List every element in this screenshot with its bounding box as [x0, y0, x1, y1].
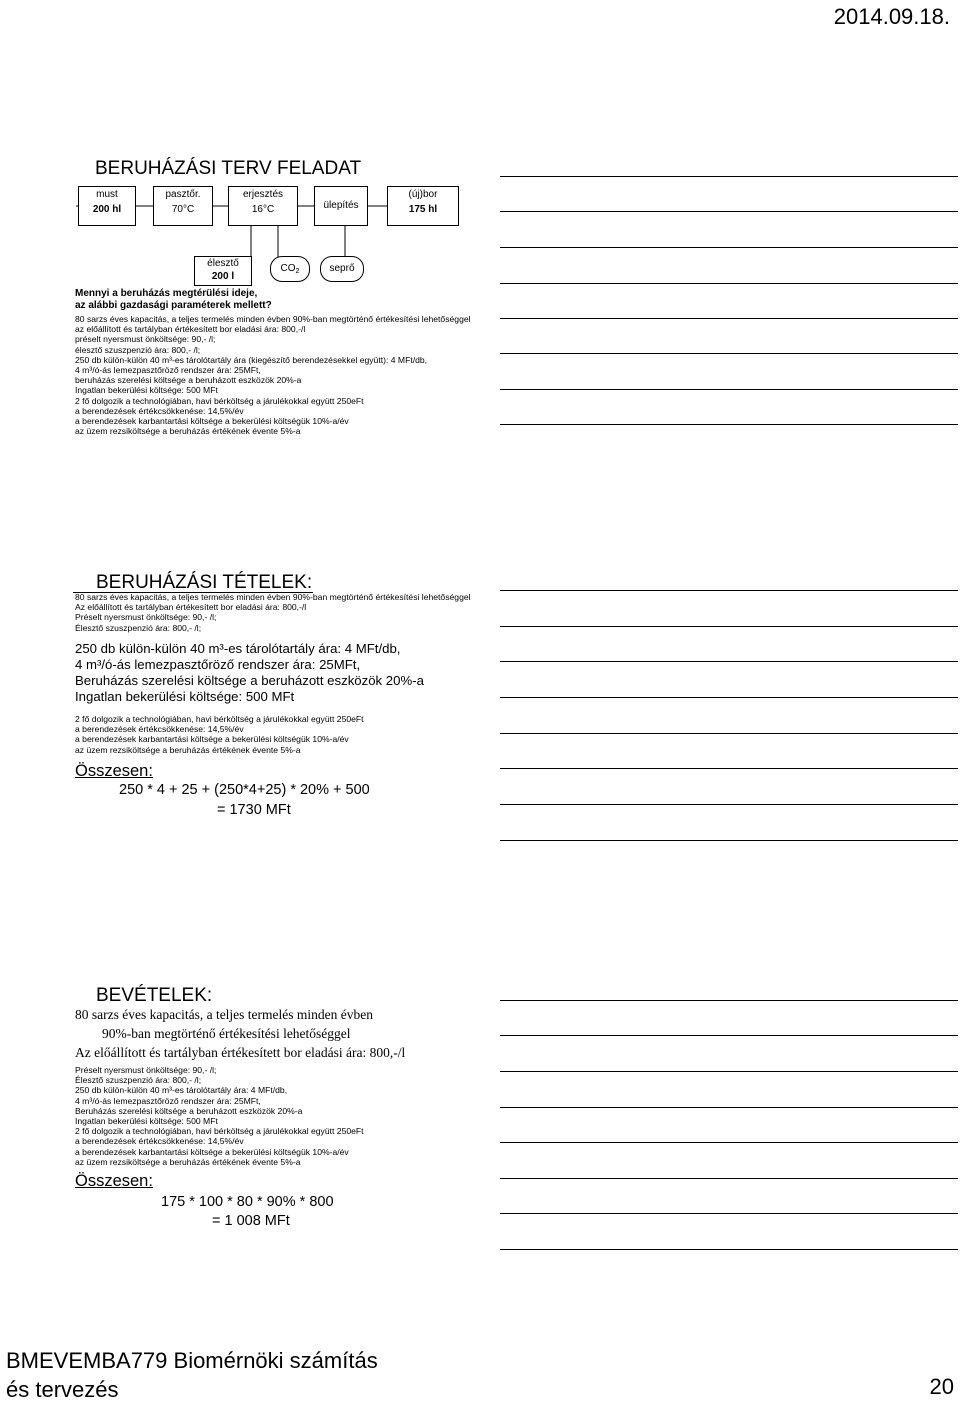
param-line: Ingatlan bekerülési költsége: 500 MFt [75, 1116, 218, 1127]
param-line: a berendezések karbantartási költsége a bekerülési költségük 10%-a/év [75, 734, 349, 745]
param-line: Beruházás szerelési költsége a beruházott eszközök 20%-a [75, 1105, 303, 1116]
param-line: élesztő szuszpenzió ára: 800,- /l; [75, 344, 201, 355]
fermentation-box [228, 186, 298, 226]
course-title-line-2: és tervezés [6, 1377, 119, 1402]
slide3-formula: 175 * 100 * 80 * 90% * 800 [161, 1194, 334, 1210]
param-line: 4 m³/ó-ás lemezpasztőröző rendszer ára: 25MFt, [75, 1095, 261, 1106]
slide1-title: BERUHÁZÁSI TERV FELADAT [95, 158, 362, 179]
question-line-2: az alábbi gazdasági paraméterek mellett? [75, 300, 272, 311]
param-line: az üzem rezsiköltsége a beruházás értékének évente 5%-a [75, 426, 301, 437]
param-line: a berendezések karbantartási költsége a bekerülési költségük 10%-a/év [75, 1146, 349, 1157]
fermentation-temp: 16°C [251, 204, 275, 215]
lees-label: seprő [329, 263, 355, 274]
must-box [78, 186, 136, 226]
note-line [500, 697, 958, 698]
slide2-title: BERUHÁZÁSI TÉTELEK: [96, 572, 313, 593]
param-line: a berendezések értékcsökkenése: 14,5%/év [75, 405, 244, 416]
pasteurizer-label: pasztőr. [165, 189, 201, 200]
investment-line: 4 m³/ó-ás lemezpasztőröző rendszer ára: 25MFt, [75, 657, 361, 672]
slide2-formula: 250 * 4 + 25 + (250*4+25) * 20% + 500 [119, 782, 370, 798]
new-wine-qty: 175 hl [408, 204, 438, 215]
process-flow-diagram [74, 180, 464, 290]
pasteurizer-box [153, 186, 213, 226]
note-line [500, 1178, 958, 1179]
param-line: Élesztő szuszpenzió ára: 800,- /l; [75, 622, 202, 633]
must-label: must [96, 189, 118, 200]
note-line [500, 318, 958, 319]
slide2-params-a [75, 592, 471, 633]
note-line [500, 424, 958, 425]
yeast-label: élesztő [207, 258, 239, 269]
note-line [500, 1035, 958, 1036]
co2-label: $CO_2$ [280, 263, 300, 275]
note-line [500, 1213, 958, 1214]
param-line: 250 db külön-külön 40 m³-es tárolótartály ára (kiegészítő berendezésekkel együtt): 4 MFt/db, [75, 354, 428, 365]
param-line: préselt nyersmust önköltsége: 90,- /l; [75, 334, 216, 345]
note-line [500, 176, 958, 177]
slide2-total-label: Összesen: [75, 762, 153, 780]
param-line: Préselt nyersmust önköltsége: 90,- /l; [75, 612, 217, 623]
settling-label: ülepítés [323, 200, 359, 211]
note-line [500, 768, 958, 769]
param-line: 2 fő dolgozik a technológiában, havi bérköltség a járulékokkal együtt 250eFt [75, 714, 364, 724]
param-line: az üzem rezsiköltsége a beruházás értékének évente 5%-a [75, 744, 301, 755]
note-line [500, 211, 958, 212]
page-date: 2014.09.18. [833, 4, 950, 29]
slide3-result: = 1 008 MFt [212, 1213, 290, 1229]
page-number: 20 [929, 1374, 954, 1399]
param-line: 80 sarzs éves kapacitás, a teljes termelés minden évben 90%-ban megtörténő értékesítési lehetőséggel [75, 314, 471, 324]
revenue-line: 80 sarzs éves kapacitás, a teljes termelés minden évben [75, 1007, 374, 1022]
yeast-box [194, 256, 252, 286]
note-line [500, 1107, 958, 1108]
note-line [500, 840, 958, 841]
note-line [500, 590, 958, 591]
course-title-line-1: BMEVEMBA779 Biomérnöki számítás [6, 1348, 378, 1373]
note-line [500, 353, 958, 354]
question-block [75, 288, 272, 312]
slide3-params [75, 1065, 364, 1167]
slide1-parameters [75, 314, 471, 436]
param-line: 4 m³/ó-ás lemezpasztőröző rendszer ára: 25MFt, [75, 365, 261, 376]
note-line [500, 804, 958, 805]
fermentation-label: erjesztés [242, 189, 283, 200]
param-line: 2 fő dolgozik a technológiában, havi bérköltség a járulékokkal együtt 250eFt [75, 1126, 364, 1137]
param-line: Ingatlan bekerülési költsége: 500 MFt [75, 385, 218, 396]
note-line [500, 1071, 958, 1072]
param-line: 80 sarzs éves kapacitás, a teljes termelés minden évben 90%-ban megtörténő értékesítési lehetőséggel [75, 592, 471, 602]
note-line [500, 733, 958, 734]
lees-oval [320, 256, 364, 282]
param-line: az előállított és tartályban értékesített bor eladási ára: 800,-/l [75, 324, 306, 335]
pasteurizer-temp: 70°C [171, 204, 195, 215]
revenue-line: 90%-ban megtörténő értékesítési lehetőséggel [102, 1026, 351, 1041]
param-line: Az előállított és tartályban értékesített bor eladási ára: 800,-/l [75, 602, 307, 613]
new-wine-box [387, 186, 459, 226]
param-line: 2 fő dolgozik a technológiában, havi bérköltség a járulékokkal együtt 250eFt [75, 395, 364, 406]
course-footer [6, 1346, 378, 1404]
param-line: Élesztő szuszpenzió ára: 800,- /l; [75, 1075, 202, 1086]
co2-oval [270, 256, 310, 282]
investment-line: Ingatlan bekerülési költsége: 500 MFt [75, 689, 295, 704]
note-line [500, 626, 958, 627]
param-line: a berendezések értékcsökkenése: 14,5%/év [75, 1136, 244, 1147]
slide2-investment-items [75, 641, 424, 705]
param-line: Préselt nyersmust önköltsége: 90,- /l; [75, 1065, 217, 1075]
settling-box [314, 186, 368, 226]
note-line [500, 283, 958, 284]
slide2-params-b [75, 714, 364, 755]
yeast-qty: 200 l [211, 271, 235, 282]
slide3-title: BEVÉTELEK: [96, 985, 213, 1006]
slide3-total-label: Összesen: [75, 1172, 153, 1190]
new-wine-label: (új)bor [408, 189, 438, 200]
note-line [500, 247, 958, 248]
note-line [500, 1249, 958, 1250]
param-line: a berendezések értékcsökkenése: 14,5%/év [75, 724, 244, 735]
slide3-revenue-lines [75, 1005, 405, 1062]
note-line [500, 389, 958, 390]
note-line [500, 661, 958, 662]
investment-line: Beruházás szerelési költsége a beruházott eszközök 20%-a [75, 673, 424, 688]
param-line: 250 db külön-külön 40 m³-es tárolótartály ára: 4 MFt/db, [75, 1085, 288, 1096]
investment-line: 250 db külön-külön 40 m³-es tárolótartály ára: 4 MFt/db, [75, 641, 401, 656]
note-line [500, 1142, 958, 1143]
question-line-1: Mennyi a beruházás megtérülési ideje, [75, 288, 258, 299]
slide2-result: = 1730 MFt [217, 802, 291, 818]
param-line: az üzem rezsiköltsége a beruházás értékének évente 5%-a [75, 1156, 301, 1167]
param-line: beruházás szerelési költsége a beruházott eszközök 20%-a [75, 375, 302, 386]
revenue-line: Az előállított és tartályban értékesített bor eladási ára: 800,-/l [75, 1045, 406, 1060]
note-line [500, 1000, 958, 1001]
param-line: a berendezések karbantartási költsége a bekerülési költségük 10%-a/év [75, 416, 349, 427]
must-qty: 200 hl [92, 204, 122, 215]
